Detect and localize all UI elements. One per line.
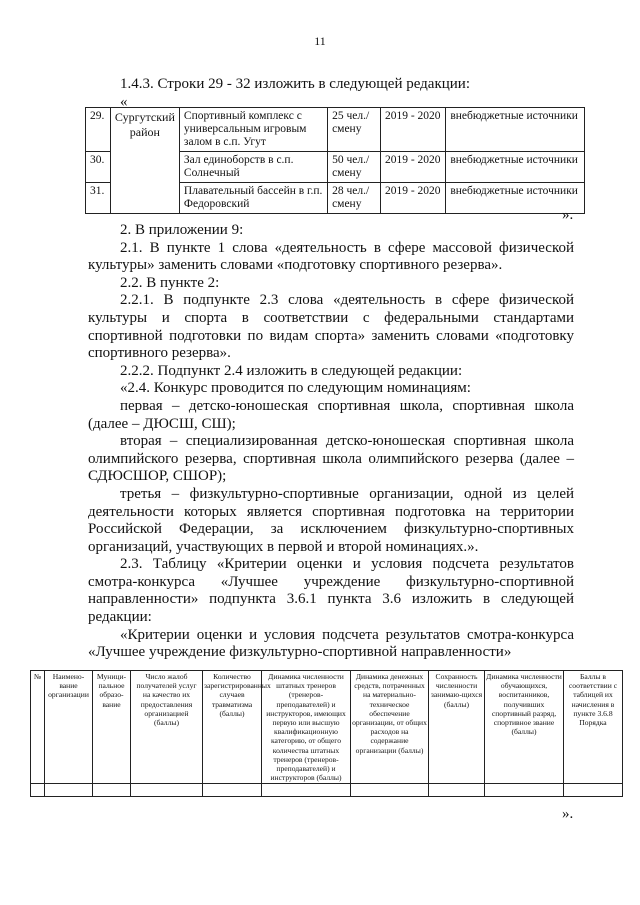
- document-body: [88, 222, 574, 662]
- paragraph: третья – физкультурно-спортивные организации, одной из целей деятельности которых является спортивная подготовка на территории Российской Федерации, за исключением физкультурно-спортивных организаций, участвующих в первой и второй номинациях.».: [88, 485, 574, 555]
- facility-name: Спортивный комплекс с универсальным игровым залом в с.п. Угут: [179, 108, 327, 152]
- column-header: Муници-пальное образо-вание: [93, 671, 131, 784]
- paragraph: 2.2.2. Подпункт 2.4 изложить в следующей редакции:: [120, 362, 463, 379]
- period: 2019 - 2020: [380, 108, 445, 152]
- paragraph: 2. В приложении 9:: [120, 222, 244, 238]
- paragraph: 2.3. Таблицу «Критерии оценки и условия подсчета результатов смотра-конкурса «Лучшее учреждение физкультурно-спортивной направленности» подпункта 3.6.1 пункта 3.6 изложить в следующей редакции:: [88, 556, 574, 626]
- period: 2019 - 2020: [380, 152, 445, 183]
- paragraph: 2.2.1. В подпункте 2.3 слова «деятельность в сфере физической культуры и спорта в соответствии с федеральными стандартами спортивной подготовки по видам спорта» заменить словами «подготовку спортивного резерва».: [88, 292, 574, 362]
- district-cell: Сургутский район: [110, 108, 179, 214]
- column-header: Количество зарегистрированных случаев травматизма (баллы): [203, 671, 262, 784]
- column-header: Число жалоб получателей услуг на качество их предоставления организацией (баллы): [131, 671, 203, 784]
- facility-name: Зал единоборств в с.п. Солнечный: [179, 152, 327, 183]
- capacity: 25 чел./ смену: [328, 108, 381, 152]
- row-number: 31.: [86, 183, 111, 214]
- paragraph: вторая – специализированная детско-юношеская спортивная школа олимпийского резерва, спортивная школа олимпийского резерва (далее – СДЮСШОР, СШОР);: [88, 433, 574, 485]
- paragraph: 2.1. В пункте 1 слова «деятельность в сфере массовой физической культуры» заменить словами «подготовку спортивного резерва».: [88, 239, 574, 274]
- paragraph: 2.2. В пункте 2:: [120, 274, 220, 291]
- capacity: 50 чел./ смену: [328, 152, 381, 183]
- row-number: 29.: [86, 108, 111, 152]
- column-header: Баллы в соответствии с таблицей их начисления в пункте 3.6.8 Порядка: [564, 671, 623, 784]
- funding-source: внебюджетные источники: [446, 183, 585, 214]
- capacity: 28 чел./ смену: [328, 183, 381, 214]
- funding-source: внебюджетные источники: [446, 108, 585, 152]
- section-heading: 1.4.3. Строки 29 - 32 изложить в следующей редакции:: [120, 76, 471, 92]
- funding-source: внебюджетные источники: [446, 152, 585, 183]
- table-caption: «Критерии оценки и условия подсчета результатов смотра-конкурса «Лучшее учреждение физкультурно-спортивной направленности»: [88, 626, 574, 661]
- header-row: [31, 671, 623, 784]
- paragraph: первая – детско-юношеская спортивная школа, спортивная школа (далее – ДЮСШ, СШ);: [88, 397, 574, 432]
- criteria-table: [30, 670, 623, 797]
- table-row: [86, 108, 585, 152]
- column-header: Динамика численности штатных тренеров (тренеров-преподавателей) и инструкторов, имеющих первую или высшую квалификационную категорию, от общего количества штатных тренеров (тренеров-преподавателей) и инструкторов (баллы): [262, 671, 351, 784]
- row-number: 30.: [86, 152, 111, 183]
- closing-quote: ».: [562, 207, 574, 223]
- empty-row: [31, 784, 623, 797]
- page-number: 11: [314, 34, 326, 48]
- column-header: Динамика численности обучающихся, воспитанников, получивших спортивный разряд, спортивное звание (баллы): [485, 671, 564, 784]
- construction-table: [85, 107, 585, 214]
- paragraph: «2.4. Конкурс проводится по следующим номинациям:: [120, 380, 471, 397]
- column-header: Сохранность численности занимаю-щихся (баллы): [429, 671, 485, 784]
- closing-quote: ».: [562, 806, 574, 822]
- column-header: Динамика денежных средств, потраченных на материально-техническое обеспечение организации, от общих расходов на содержание организации (баллы): [351, 671, 429, 784]
- column-header: №: [31, 671, 45, 784]
- facility-name: Плавательный бассейн в г.п. Федоровский: [179, 183, 327, 214]
- opening-quote: «: [120, 94, 128, 110]
- column-header: Наимено-вание организации: [45, 671, 93, 784]
- period: 2019 - 2020: [380, 183, 445, 214]
